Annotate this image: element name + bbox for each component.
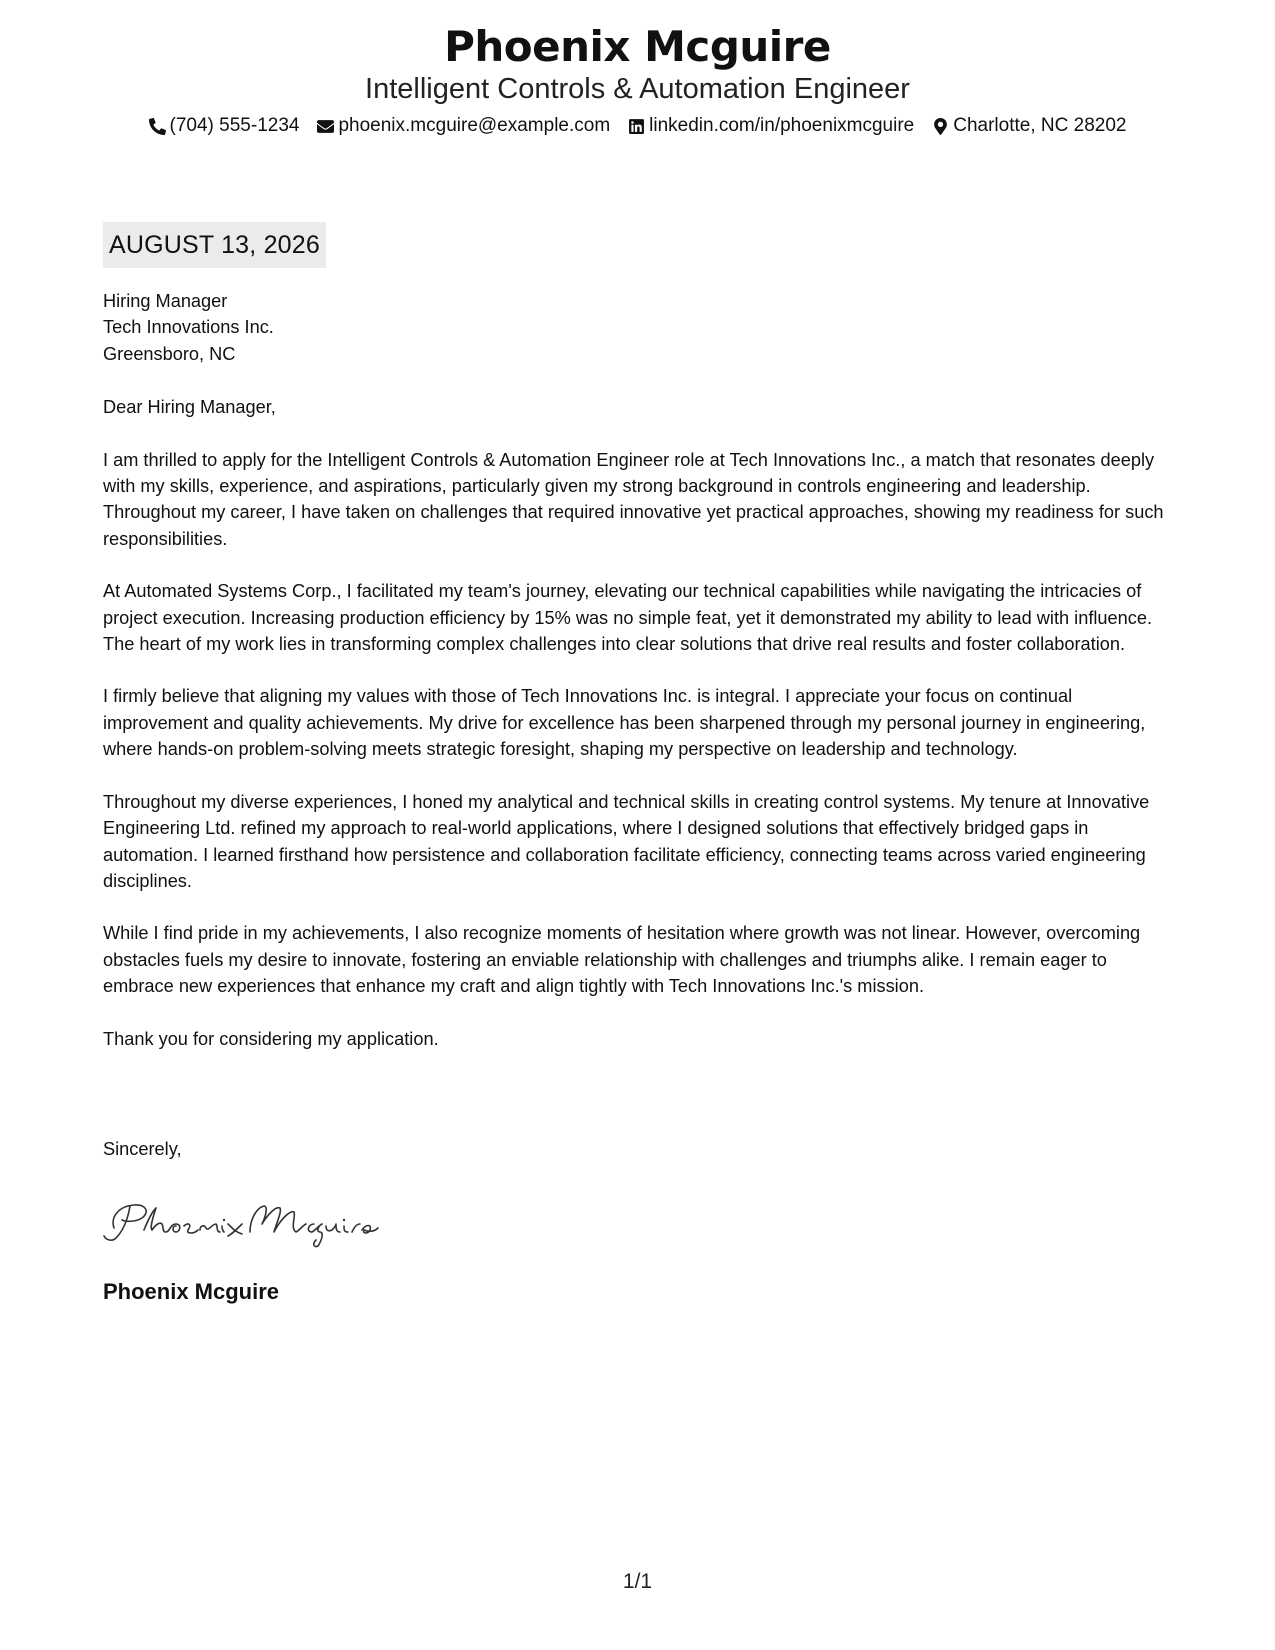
location-text: Charlotte, NC 28202 xyxy=(953,115,1127,136)
linkedin-text: linkedin.com/in/phoenixmcguire xyxy=(649,115,915,136)
letter-body xyxy=(103,288,1173,1052)
contact-location xyxy=(932,114,1126,138)
handwritten-signature xyxy=(100,1190,380,1250)
envelope-icon xyxy=(317,118,334,135)
contact-linkedin xyxy=(628,114,914,138)
signed-name: Phoenix Mcguire xyxy=(103,1279,280,1304)
body-paragraph: Throughout my diverse experiences, I honed my analytical and technical skills in creating control systems. My tenure at Innovative Engineering Ltd. refined my approach to real-world applications, where I designed solutions that effectively bridged gaps in automation. I learned firsthand how persistence and collaboration facilitate efficiency, connecting teams across varied engineering disciplines. xyxy=(103,791,1150,891)
recipient-line: Hiring Manager xyxy=(103,291,228,311)
recipient-line: Tech Innovations Inc. xyxy=(103,317,274,338)
salutation: Dear Hiring Manager, xyxy=(103,397,276,418)
email-text: phoenix.mcguire@example.com xyxy=(338,115,611,136)
signoff: Sincerely, xyxy=(103,1139,182,1159)
page-number: 1/1 xyxy=(622,1570,653,1593)
phone-text: (704) 555-1234 xyxy=(169,115,300,136)
body-paragraph: At Automated Systems Corp., I facilitated my team's journey, elevating our technical capabilities while navigating the intricacies of project execution. Increasing production efficiency by 15% was no simple feat, yet it demonstrated my ability to lead with influence. The heart of my work lies in transforming complex challenges into clear solutions that drive real results and foster collaboration. xyxy=(103,581,1153,655)
contact-email xyxy=(317,114,610,138)
body-paragraph: While I find pride in my achievements, I also recognize moments of hesitation where growth was not linear. However, overcoming obstacles fuels my desire to innovate, fostering an enviable relationship with challenges and triumphs alike. I remain eager to embrace new experiences that enhance my craft and align tightly with Tech Innovations Inc.'s mission. xyxy=(103,923,1141,997)
sender-title: Intelligent Controls & Automation Engineer xyxy=(365,73,910,105)
sender-name: Phoenix Mcguire xyxy=(444,22,831,71)
contact-info xyxy=(0,114,1275,138)
closing-thanks: Thank you for considering my application. xyxy=(103,1028,439,1049)
body-paragraph: I am thrilled to apply for the Intelligent Controls & Automation Engineer role at Tech Innovations Inc., a match that resonates deeply with my skills, experience, and aspirations, particularly given my strong background in controls engineering and leadership. Throughout my career, I have taken on challenges that required innovative yet practical approaches, showing my readiness for such responsibilities. xyxy=(103,449,1164,549)
phone-icon xyxy=(149,118,166,135)
linkedin-icon xyxy=(628,118,645,135)
letter-date: AUGUST 13, 2026 xyxy=(103,222,326,268)
contact-phone xyxy=(149,114,300,138)
body-paragraph: I firmly believe that aligning my values with those of Tech Innovations Inc. is integral. I appreciate your focus on continual improvement and quality achievements. My drive for excellence has been sharpened through my personal journey in engineering, where hands-on problem-solving meets strategic foresight, shaping my perspective on leadership and technology. xyxy=(103,686,1146,760)
map-pin-icon xyxy=(932,118,949,135)
recipient-block xyxy=(103,288,1173,367)
letter-header xyxy=(0,22,1275,138)
recipient-line: Greensboro, NC xyxy=(103,343,236,364)
